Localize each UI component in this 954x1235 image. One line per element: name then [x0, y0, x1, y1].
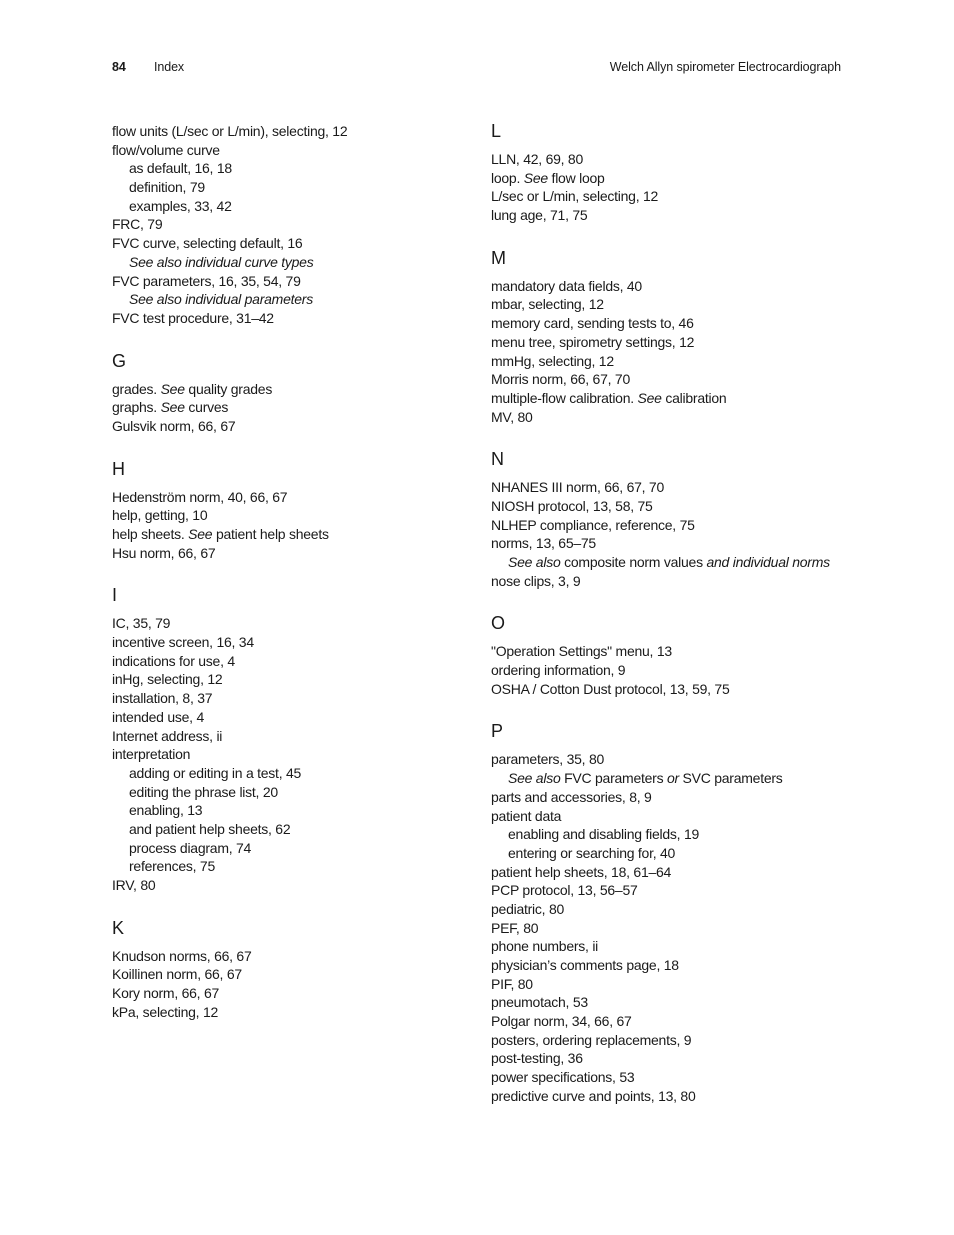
entry-text: memory card, sending tests to, 46 [491, 315, 694, 332]
index-entry [112, 745, 452, 764]
entry-text: or [666, 770, 679, 787]
entry-text: calibration [661, 389, 727, 406]
entry-text: grades. [112, 380, 161, 397]
index-entry [491, 352, 851, 371]
entry-text: PEF, 80 [491, 919, 539, 936]
entry-text: FVC parameters [560, 770, 667, 787]
index-entry [491, 370, 851, 389]
index-entry [491, 807, 851, 826]
entry-text: process diagram, 74 [129, 839, 252, 856]
entry-text: installation, 8, 37 [112, 690, 213, 707]
index-subentry [112, 178, 452, 197]
entry-text: See [188, 526, 213, 542]
entry-text: entering or searching for, 40 [508, 844, 676, 861]
index-section-g [112, 352, 452, 436]
index-subentry [112, 159, 452, 178]
index-entry [112, 234, 452, 253]
entry-text: patient help sheets, 18, 61–64 [491, 863, 672, 880]
index-section-p [491, 722, 851, 1105]
index-section-l [491, 122, 851, 225]
index-entry [112, 614, 452, 633]
entry-text: composite norm values [560, 554, 707, 570]
index-entry [491, 516, 851, 535]
entry-text: LLN, 42, 69, 80 [491, 151, 583, 167]
index-entry [491, 750, 851, 769]
index-entry [491, 389, 851, 408]
entry-text: enabling, 13 [129, 802, 203, 819]
index-entry [491, 295, 851, 314]
entry-text: inHg, selecting, 12 [112, 671, 223, 688]
entry-text: NLHEP compliance, reference, 75 [491, 516, 695, 533]
entry-text: quality grades [184, 380, 273, 397]
entry-text: See also [508, 554, 561, 570]
entry-text: Hedenström norm, 40, 66, 67 [112, 488, 288, 505]
entry-text: flow loop [547, 169, 605, 186]
index-entry [112, 380, 452, 399]
index-entry [491, 478, 851, 497]
entry-text: intended use, 4 [112, 708, 204, 725]
section-letter: P [491, 721, 503, 742]
index-entry [491, 900, 851, 919]
entry-text: graphs. [112, 399, 161, 416]
entry-text: pneumotach, 53 [491, 994, 588, 1011]
entry-text: incentive screen, 16, 34 [112, 634, 254, 651]
document-title: Welch Allyn spirometer Electrocardiograph [609, 60, 841, 74]
index-entry [491, 975, 851, 994]
entry-text: lung age, 71, 75 [491, 207, 588, 224]
index-subentry [112, 839, 452, 858]
entry-text: post-testing, 36 [491, 1050, 583, 1067]
index-section-m [491, 249, 851, 427]
entry-text: kPa, selecting, 12 [112, 1003, 219, 1020]
entry-text: editing the phrase list, 20 [129, 783, 278, 800]
entry-text: posters, ordering replacements, 9 [491, 1031, 692, 1048]
section-letter: G [112, 350, 126, 371]
index-subentry [112, 764, 452, 783]
entry-text: parts and accessories, 8, 9 [491, 788, 652, 805]
index-subentry [491, 553, 851, 572]
index-section-i [112, 586, 452, 894]
index-entry [491, 937, 851, 956]
index-entry [112, 947, 452, 966]
section-letter: M [491, 247, 506, 268]
index-entry [112, 670, 452, 689]
index-entry [491, 150, 851, 169]
entry-text: power specifications, 53 [491, 1069, 635, 1086]
index-entry [491, 1012, 851, 1031]
index-subentry [491, 825, 851, 844]
entry-text: "Operation Settings" menu, 13 [491, 643, 672, 660]
index-entry [491, 881, 851, 900]
index-entry [112, 488, 452, 507]
index-entry [491, 680, 851, 699]
section-letter: L [491, 121, 501, 141]
index-subentry [112, 857, 452, 876]
section-letter: H [112, 458, 125, 479]
entry-text: help, getting, 10 [112, 507, 208, 524]
index-entry [491, 206, 851, 225]
index-section-h [112, 460, 452, 563]
entry-text: IRV, 80 [112, 877, 156, 893]
entry-text: parameters, 35, 80 [491, 751, 605, 768]
entry-text: multiple-flow calibration. [491, 389, 638, 406]
entry-text: Kory norm, 66, 67 [112, 985, 220, 1002]
index-entry [112, 525, 452, 544]
entry-text: nose clips, 3, 9 [491, 572, 581, 589]
entry-text: See [160, 399, 185, 416]
entry-text: enabling and disabling fields, 19 [508, 826, 700, 843]
index-entry [112, 141, 452, 160]
index-entry [491, 1087, 851, 1106]
index-entry [491, 497, 851, 516]
index-subentry [491, 844, 851, 863]
index-subentry [112, 253, 452, 272]
entry-text: PCP protocol, 13, 56–57 [491, 882, 638, 899]
index-subentry [112, 197, 452, 216]
entry-text: See also [508, 770, 561, 787]
entry-text: Knudson norms, 66, 67 [112, 947, 252, 964]
index-entry [112, 984, 452, 1003]
index-subentry [112, 290, 452, 309]
index-entry [112, 689, 452, 708]
index-entry [112, 708, 452, 727]
index-entry [112, 398, 452, 417]
entry-text: ordering information, 9 [491, 662, 626, 679]
index-entry [491, 919, 851, 938]
index-column-right [491, 122, 851, 1130]
entry-text: definition, 79 [129, 179, 205, 196]
section-letter: O [491, 613, 505, 634]
entry-text: Koillinen norm, 66, 67 [112, 966, 242, 983]
entry-text: SVC parameters [678, 770, 783, 787]
index-entry [112, 544, 452, 563]
entry-text: pediatric, 80 [491, 900, 565, 917]
entry-text: MV, 80 [491, 408, 533, 425]
index-section-continued [112, 122, 452, 328]
entry-text: mmHg, selecting, 12 [491, 352, 614, 369]
entry-text: PIF, 80 [491, 975, 533, 992]
index-entry [491, 661, 851, 680]
index-entry [491, 277, 851, 296]
entry-text: and patient help sheets, 62 [129, 820, 291, 837]
index-entry [491, 863, 851, 882]
entry-text: and individual norms [706, 554, 830, 570]
page-number: 84 [112, 60, 126, 74]
index-entry [112, 652, 452, 671]
entry-text: See [637, 389, 662, 406]
entry-text: phone numbers, ii [491, 938, 599, 955]
index-subentry [112, 783, 452, 802]
entry-text: loop. [491, 169, 524, 186]
entry-text: OSHA / Cotton Dust protocol, 13, 59, 75 [491, 680, 730, 697]
entry-text: Internet address, ii [112, 727, 223, 744]
index-entry [491, 1049, 851, 1068]
index-entry [491, 314, 851, 333]
index-entry [112, 727, 452, 746]
section-letter: I [112, 585, 117, 606]
index-entry [491, 642, 851, 661]
entry-text: as default, 16, 18 [129, 160, 232, 177]
index-entry [491, 534, 851, 553]
entry-text: See [160, 380, 185, 397]
entry-text: examples, 33, 42 [129, 197, 232, 214]
entry-text: patient help sheets [212, 526, 329, 542]
entry-text: mandatory data fields, 40 [491, 277, 642, 294]
index-subentry [112, 801, 452, 820]
entry-text: See [523, 169, 548, 186]
entry-text: references, 75 [129, 858, 215, 875]
index-entry [491, 187, 851, 206]
index-entry [112, 965, 452, 984]
entry-text: NHANES III norm, 66, 67, 70 [491, 479, 664, 496]
index-section-k [112, 919, 452, 1022]
index-entry [112, 309, 452, 328]
index-subentry [112, 820, 452, 839]
entry-text: flow units (L/sec or L/min), selecting, 12 [112, 123, 348, 139]
section-name: Index [154, 60, 185, 74]
index-entry [112, 272, 452, 291]
index-entry [112, 215, 452, 234]
entry-text: Gulsvik norm, 66, 67 [112, 417, 236, 434]
entry-text: FVC parameters, 16, 35, 54, 79 [112, 272, 301, 289]
entry-text: L/sec or L/min, selecting, 12 [491, 188, 659, 205]
entry-text: help sheets. [112, 526, 189, 542]
entry-text: See also individual curve types [129, 253, 314, 270]
index-column-left [112, 122, 452, 1045]
index-entry [491, 169, 851, 188]
index-subentry [491, 769, 851, 788]
entry-text: indications for use, 4 [112, 652, 235, 669]
entry-text: See also individual parameters [129, 291, 313, 308]
index-entry [112, 633, 452, 652]
entry-text: patient data [491, 807, 562, 824]
index-entry [112, 1003, 452, 1022]
index-entry [112, 506, 452, 525]
index-entry [112, 417, 452, 436]
entry-text: menu tree, spirometry settings, 12 [491, 333, 695, 350]
index-entry [112, 876, 452, 895]
index-entry [491, 572, 851, 591]
entry-text: flow/volume curve [112, 141, 220, 158]
entry-text: physician’s comments page, 18 [491, 957, 679, 973]
entry-text: curves [184, 399, 229, 416]
index-entry [491, 1031, 851, 1050]
entry-text: Hsu norm, 66, 67 [112, 544, 216, 561]
entry-text: norms, 13, 65–75 [491, 535, 596, 552]
entry-text: Polgar norm, 34, 66, 67 [491, 1013, 632, 1030]
entry-text: NIOSH protocol, 13, 58, 75 [491, 497, 653, 514]
entry-text: IC, 35, 79 [112, 615, 171, 632]
index-entry [491, 333, 851, 352]
index-entry [491, 788, 851, 807]
section-letter: N [491, 449, 504, 470]
index-entry [112, 122, 452, 141]
index-section-n [491, 450, 851, 590]
entry-text: FRC, 79 [112, 216, 163, 233]
entry-text: adding or editing in a test, 45 [129, 764, 302, 781]
entry-text: mbar, selecting, 12 [491, 296, 604, 313]
entry-text: FVC test procedure, 31–42 [112, 309, 274, 326]
index-entry [491, 993, 851, 1012]
entry-text: predictive curve and points, 13, 80 [491, 1087, 696, 1104]
entry-text: FVC curve, selecting default, 16 [112, 235, 303, 252]
entry-text: Morris norm, 66, 67, 70 [491, 371, 630, 388]
index-entry [491, 408, 851, 427]
index-entry [491, 1068, 851, 1087]
entry-text: interpretation [112, 746, 191, 763]
index-section-o [491, 614, 851, 698]
index-entry [491, 956, 851, 975]
section-letter: K [112, 917, 124, 938]
